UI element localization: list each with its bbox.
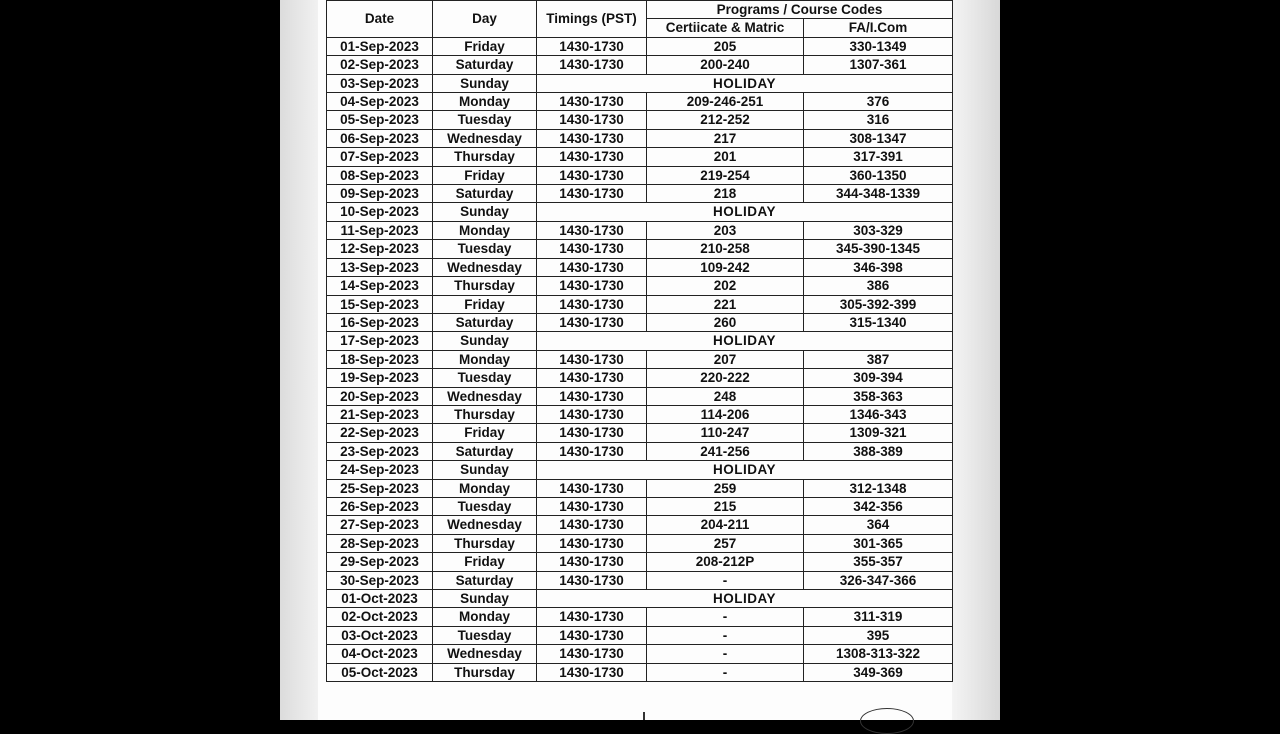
fa-code-cell: 1309-321 xyxy=(804,424,953,442)
header-fa-icom: FA/I.Com xyxy=(804,19,953,37)
timing-cell: 1430-1730 xyxy=(537,424,647,442)
header-certificate-matric: Certiicate & Matric xyxy=(647,19,804,37)
timing-cell: 1430-1730 xyxy=(537,553,647,571)
table-row xyxy=(327,590,953,608)
holiday-cell: HOLIDAY xyxy=(537,590,953,608)
certificate-code-cell: 212-252 xyxy=(647,111,804,129)
date-cell: 30-Sep-2023 xyxy=(327,571,433,589)
fa-code-cell: 330-1349 xyxy=(804,37,953,55)
table-row xyxy=(327,129,953,147)
fa-code-cell: 344-348-1339 xyxy=(804,185,953,203)
table-row xyxy=(327,534,953,552)
date-cell: 26-Sep-2023 xyxy=(327,497,433,515)
table-row xyxy=(327,442,953,460)
fa-code-cell: 376 xyxy=(804,93,953,111)
timing-cell: 1430-1730 xyxy=(537,93,647,111)
day-cell: Sunday xyxy=(433,461,537,479)
fa-code-cell: 1307-361 xyxy=(804,56,953,74)
date-cell: 10-Sep-2023 xyxy=(327,203,433,221)
timing-cell: 1430-1730 xyxy=(537,166,647,184)
certificate-code-cell: 109-242 xyxy=(647,258,804,276)
date-cell: 24-Sep-2023 xyxy=(327,461,433,479)
day-cell: Tuesday xyxy=(433,369,537,387)
fa-code-cell: 387 xyxy=(804,350,953,368)
date-cell: 03-Sep-2023 xyxy=(327,74,433,92)
fa-code-cell: 395 xyxy=(804,626,953,644)
day-cell: Monday xyxy=(433,608,537,626)
day-cell: Friday xyxy=(433,166,537,184)
pen-mark xyxy=(643,712,645,720)
table-row xyxy=(327,369,953,387)
fa-code-cell: 317-391 xyxy=(804,148,953,166)
day-cell: Monday xyxy=(433,350,537,368)
fa-code-cell: 316 xyxy=(804,111,953,129)
table-row xyxy=(327,295,953,313)
table-row xyxy=(327,626,953,644)
table-row xyxy=(327,313,953,331)
timing-cell: 1430-1730 xyxy=(537,185,647,203)
date-cell: 02-Oct-2023 xyxy=(327,608,433,626)
certificate-code-cell: 201 xyxy=(647,148,804,166)
certificate-code-cell: 204-211 xyxy=(647,516,804,534)
day-cell: Monday xyxy=(433,221,537,239)
day-cell: Friday xyxy=(433,553,537,571)
date-cell: 21-Sep-2023 xyxy=(327,405,433,423)
timing-cell: 1430-1730 xyxy=(537,516,647,534)
day-cell: Thursday xyxy=(433,663,537,681)
date-cell: 02-Sep-2023 xyxy=(327,56,433,74)
timing-cell: 1430-1730 xyxy=(537,497,647,515)
date-cell: 01-Sep-2023 xyxy=(327,37,433,55)
day-cell: Sunday xyxy=(433,74,537,92)
fa-code-cell: 386 xyxy=(804,277,953,295)
table-row xyxy=(327,479,953,497)
date-cell: 19-Sep-2023 xyxy=(327,369,433,387)
certificate-code-cell: 218 xyxy=(647,185,804,203)
table-row xyxy=(327,663,953,681)
timing-cell: 1430-1730 xyxy=(537,626,647,644)
day-cell: Thursday xyxy=(433,534,537,552)
day-cell: Tuesday xyxy=(433,626,537,644)
certificate-code-cell: - xyxy=(647,663,804,681)
timing-cell: 1430-1730 xyxy=(537,387,647,405)
table-row xyxy=(327,332,953,350)
table-row xyxy=(327,258,953,276)
day-cell: Thursday xyxy=(433,148,537,166)
date-cell: 08-Sep-2023 xyxy=(327,166,433,184)
holiday-cell: HOLIDAY xyxy=(537,332,953,350)
day-cell: Wednesday xyxy=(433,129,537,147)
certificate-code-cell: 207 xyxy=(647,350,804,368)
certificate-code-cell: 248 xyxy=(647,387,804,405)
fa-code-cell: 308-1347 xyxy=(804,129,953,147)
timing-cell: 1430-1730 xyxy=(537,350,647,368)
table-row xyxy=(327,424,953,442)
table-row xyxy=(327,516,953,534)
certificate-code-cell: 210-258 xyxy=(647,240,804,258)
table-row xyxy=(327,203,953,221)
table-row xyxy=(327,240,953,258)
schedule-body xyxy=(327,37,953,681)
day-cell: Sunday xyxy=(433,203,537,221)
certificate-code-cell: 260 xyxy=(647,313,804,331)
timing-cell: 1430-1730 xyxy=(537,56,647,74)
date-cell: 01-Oct-2023 xyxy=(327,590,433,608)
day-cell: Friday xyxy=(433,295,537,313)
fa-code-cell: 358-363 xyxy=(804,387,953,405)
header-date: Date xyxy=(327,1,433,38)
timing-cell: 1430-1730 xyxy=(537,129,647,147)
certificate-code-cell: 208-212P xyxy=(647,553,804,571)
day-cell: Wednesday xyxy=(433,645,537,663)
certificate-code-cell: 200-240 xyxy=(647,56,804,74)
timing-cell: 1430-1730 xyxy=(537,258,647,276)
fa-code-cell: 355-357 xyxy=(804,553,953,571)
holiday-cell: HOLIDAY xyxy=(537,203,953,221)
header-timings: Timings (PST) xyxy=(537,1,647,38)
day-cell: Saturday xyxy=(433,185,537,203)
date-cell: 05-Oct-2023 xyxy=(327,663,433,681)
date-cell: 17-Sep-2023 xyxy=(327,332,433,350)
timing-cell: 1430-1730 xyxy=(537,608,647,626)
day-cell: Thursday xyxy=(433,277,537,295)
table-row xyxy=(327,571,953,589)
certificate-code-cell: 110-247 xyxy=(647,424,804,442)
date-cell: 09-Sep-2023 xyxy=(327,185,433,203)
fa-code-cell: 303-329 xyxy=(804,221,953,239)
date-cell: 04-Sep-2023 xyxy=(327,93,433,111)
date-cell: 20-Sep-2023 xyxy=(327,387,433,405)
table-row xyxy=(327,553,953,571)
date-cell: 25-Sep-2023 xyxy=(327,479,433,497)
certificate-code-cell: 219-254 xyxy=(647,166,804,184)
fa-code-cell: 311-319 xyxy=(804,608,953,626)
day-cell: Monday xyxy=(433,93,537,111)
certificate-code-cell: 209-246-251 xyxy=(647,93,804,111)
certificate-code-cell: 241-256 xyxy=(647,442,804,460)
timing-cell: 1430-1730 xyxy=(537,37,647,55)
day-cell: Sunday xyxy=(433,332,537,350)
table-row xyxy=(327,37,953,55)
fa-code-cell: 326-347-366 xyxy=(804,571,953,589)
fa-code-cell: 360-1350 xyxy=(804,166,953,184)
day-cell: Saturday xyxy=(433,313,537,331)
fa-code-cell: 312-1348 xyxy=(804,479,953,497)
fa-code-cell: 345-390-1345 xyxy=(804,240,953,258)
date-cell: 18-Sep-2023 xyxy=(327,350,433,368)
certificate-code-cell: - xyxy=(647,626,804,644)
table-row xyxy=(327,387,953,405)
date-cell: 03-Oct-2023 xyxy=(327,626,433,644)
day-cell: Wednesday xyxy=(433,387,537,405)
photo-frame-right xyxy=(952,0,1000,720)
day-cell: Tuesday xyxy=(433,111,537,129)
exam-schedule-table xyxy=(326,0,953,682)
date-cell: 16-Sep-2023 xyxy=(327,313,433,331)
day-cell: Tuesday xyxy=(433,497,537,515)
date-cell: 27-Sep-2023 xyxy=(327,516,433,534)
certificate-code-cell: 217 xyxy=(647,129,804,147)
table-row xyxy=(327,166,953,184)
day-cell: Friday xyxy=(433,37,537,55)
timing-cell: 1430-1730 xyxy=(537,111,647,129)
table-row xyxy=(327,608,953,626)
day-cell: Friday xyxy=(433,424,537,442)
fa-code-cell: 349-369 xyxy=(804,663,953,681)
certificate-code-cell: 114-206 xyxy=(647,405,804,423)
timing-cell: 1430-1730 xyxy=(537,240,647,258)
timing-cell: 1430-1730 xyxy=(537,295,647,313)
fa-code-cell: 1346-343 xyxy=(804,405,953,423)
day-cell: Monday xyxy=(433,479,537,497)
date-cell: 29-Sep-2023 xyxy=(327,553,433,571)
table-row xyxy=(327,350,953,368)
timing-cell: 1430-1730 xyxy=(537,534,647,552)
date-cell: 22-Sep-2023 xyxy=(327,424,433,442)
table-row xyxy=(327,221,953,239)
holiday-cell: HOLIDAY xyxy=(537,461,953,479)
timing-cell: 1430-1730 xyxy=(537,277,647,295)
certificate-code-cell: 259 xyxy=(647,479,804,497)
date-cell: 11-Sep-2023 xyxy=(327,221,433,239)
table-row xyxy=(327,185,953,203)
timing-cell: 1430-1730 xyxy=(537,221,647,239)
table-row xyxy=(327,148,953,166)
certificate-code-cell: 220-222 xyxy=(647,369,804,387)
day-cell: Tuesday xyxy=(433,240,537,258)
certificate-code-cell: - xyxy=(647,571,804,589)
fa-code-cell: 388-389 xyxy=(804,442,953,460)
date-cell: 28-Sep-2023 xyxy=(327,534,433,552)
table-row xyxy=(327,497,953,515)
certificate-code-cell: 257 xyxy=(647,534,804,552)
certificate-code-cell: - xyxy=(647,645,804,663)
date-cell: 15-Sep-2023 xyxy=(327,295,433,313)
date-cell: 23-Sep-2023 xyxy=(327,442,433,460)
day-cell: Saturday xyxy=(433,442,537,460)
day-cell: Saturday xyxy=(433,571,537,589)
table-row xyxy=(327,93,953,111)
fa-code-cell: 364 xyxy=(804,516,953,534)
date-cell: 05-Sep-2023 xyxy=(327,111,433,129)
timing-cell: 1430-1730 xyxy=(537,369,647,387)
header-day: Day xyxy=(433,1,537,38)
timing-cell: 1430-1730 xyxy=(537,663,647,681)
date-cell: 12-Sep-2023 xyxy=(327,240,433,258)
table-row xyxy=(327,277,953,295)
fa-code-cell: 305-392-399 xyxy=(804,295,953,313)
timing-cell: 1430-1730 xyxy=(537,405,647,423)
day-cell: Saturday xyxy=(433,56,537,74)
circle-stamp-mark xyxy=(860,708,914,734)
table-row xyxy=(327,405,953,423)
timing-cell: 1430-1730 xyxy=(537,645,647,663)
certificate-code-cell: 221 xyxy=(647,295,804,313)
timing-cell: 1430-1730 xyxy=(537,571,647,589)
timing-cell: 1430-1730 xyxy=(537,442,647,460)
day-cell: Wednesday xyxy=(433,516,537,534)
date-cell: 04-Oct-2023 xyxy=(327,645,433,663)
certificate-code-cell: 205 xyxy=(647,37,804,55)
certificate-code-cell: 215 xyxy=(647,497,804,515)
table-row xyxy=(327,56,953,74)
table-row xyxy=(327,111,953,129)
table-row xyxy=(327,461,953,479)
header-row xyxy=(327,1,953,19)
date-cell: 14-Sep-2023 xyxy=(327,277,433,295)
fa-code-cell: 301-365 xyxy=(804,534,953,552)
holiday-cell: HOLIDAY xyxy=(537,74,953,92)
timing-cell: 1430-1730 xyxy=(537,148,647,166)
table-row xyxy=(327,645,953,663)
day-cell: Sunday xyxy=(433,590,537,608)
photo-frame-left xyxy=(280,0,320,720)
timing-cell: 1430-1730 xyxy=(537,313,647,331)
date-cell: 13-Sep-2023 xyxy=(327,258,433,276)
fa-code-cell: 346-398 xyxy=(804,258,953,276)
certificate-code-cell: 202 xyxy=(647,277,804,295)
day-cell: Wednesday xyxy=(433,258,537,276)
day-cell: Thursday xyxy=(433,405,537,423)
timing-cell: 1430-1730 xyxy=(537,479,647,497)
fa-code-cell: 1308-313-322 xyxy=(804,645,953,663)
header-programs: Programs / Course Codes xyxy=(647,1,953,19)
date-cell: 06-Sep-2023 xyxy=(327,129,433,147)
fa-code-cell: 309-394 xyxy=(804,369,953,387)
certificate-code-cell: - xyxy=(647,608,804,626)
fa-code-cell: 342-356 xyxy=(804,497,953,515)
table-row xyxy=(327,74,953,92)
certificate-code-cell: 203 xyxy=(647,221,804,239)
date-cell: 07-Sep-2023 xyxy=(327,148,433,166)
fa-code-cell: 315-1340 xyxy=(804,313,953,331)
